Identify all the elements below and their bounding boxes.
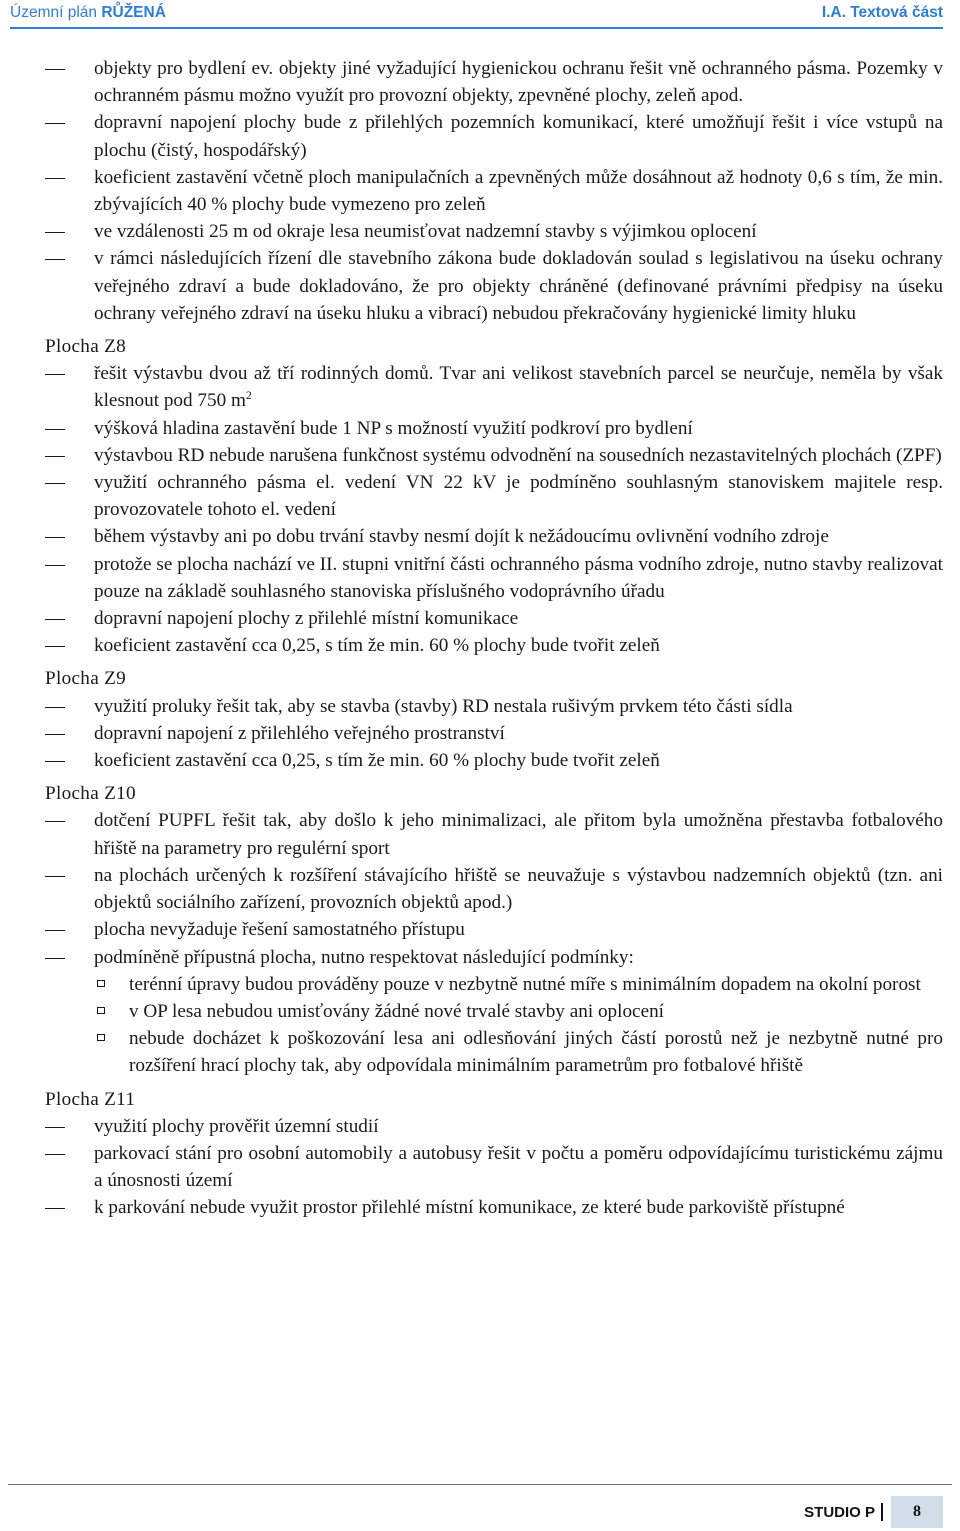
studio-name: STUDIO P [804, 1503, 875, 1521]
list-item [45, 551, 943, 605]
footer-rule [8, 1484, 952, 1485]
item-text: dopravní napojení plochy bude z přilehlých pozemních komunikací, které umožňují řešit i více vstupů na plochu (čistý, hospodářský) [94, 112, 943, 161]
document-title [10, 4, 166, 22]
superscript: 2 [245, 388, 252, 403]
item-text: podmíněně přípustná plocha, nutno respektovat následující podmínky: [94, 946, 634, 968]
section-heading-z8: Plocha Z8 [45, 336, 127, 358]
square-bullet-icon [97, 1007, 105, 1014]
item-text: protože se plocha nachází ve II. stupni vnitřní části ochranného pásma vodního zdroje, nutno stavby realizovat pouze na základě souhlasného stanoviska příslušného vodoprávního úřadu [94, 553, 943, 602]
item-text: koeficient zastavění cca 0,25, s tím že min. 60 % plochy bude tvořit zeleň [94, 750, 660, 772]
section-heading-z11: Plocha Z11 [45, 1088, 136, 1110]
list-item [45, 862, 943, 916]
item-text: v OP lesa nebudou umisťovány žádné nové trvalé stavby ani oplocení [129, 1000, 665, 1022]
item-text: plocha nevyžaduje řešení samostatného přístupu [94, 919, 465, 941]
title-prefix: Územní plán [10, 4, 102, 21]
square-bullet-icon [97, 1034, 105, 1041]
footer-divider [881, 1503, 883, 1521]
list-item [45, 109, 943, 163]
item-text: dopravní napojení plochy z přilehlé místní komunikace [94, 608, 519, 630]
item-text: dotčení PUPFL řešit tak, aby došlo k jeho minimalizaci, ale přitom byla umožněna přestavba fotbalového hřiště na parametry pro regulérní sport [94, 810, 943, 859]
list-item [45, 693, 943, 720]
page-footer [804, 1496, 943, 1528]
list-item [45, 807, 943, 861]
sub-list-item [45, 971, 943, 998]
item-text: využití ochranného pásma el. vedení VN 22 kV je podmíněno souhlasným stanoviskem majitele resp. provozovatele tohoto el. vedení [94, 472, 943, 521]
item-text: k parkování nebude využit prostor přilehlé místní komunikace, ze které bude parkoviště přístupné [94, 1197, 845, 1219]
item-text: parkovací stání pro osobní automobily a autobusy řešit v počtu a poměru odpovídajícímu turistickému zájmu a únosnosti území [94, 1142, 943, 1192]
item-text: dopravní napojení z přilehlého veřejného prostranství [94, 722, 505, 744]
list-item [45, 164, 943, 218]
page-header [0, 0, 960, 30]
list-item [45, 747, 943, 774]
list-item [45, 218, 943, 245]
list-item [45, 1113, 943, 1140]
item-text: ve vzdálenosti 25 m od okraje lesa neumisťovat nadzemní stavby s výjimkou oplocení [94, 221, 757, 243]
list-item [45, 415, 943, 442]
title-name: RŮŽENÁ [101, 4, 166, 21]
list-item [45, 632, 943, 659]
item-text: řešit výstavbu dvou až tří rodinných domů. Tvar ani velikost stavebních parcel se neurčuje, neměla by však klesnout pod 750 m [94, 363, 943, 412]
list-item [45, 916, 943, 943]
item-text: využití plochy prověřit územní studií [94, 1115, 379, 1137]
item-text: na plochách určených k rozšíření stávajícího hřiště se neuvažuje s výstavbou nadzemních objektů (tzn. ani objektů sociálního zařízení, provozních objektů apod.) [94, 864, 943, 914]
list-item [45, 1140, 943, 1194]
section-heading-z10: Plocha Z10 [45, 783, 136, 805]
item-text: objekty pro bydlení ev. objekty jiné vyžadující hygienickou ochranu řešit vně ochranného pásma. Pozemky v ochranném pásmu možno využít pro provozní objekty, zpevněné plochy, zeleň apod. [94, 58, 943, 107]
page-number: 8 [891, 1496, 943, 1528]
list-item [45, 1194, 943, 1221]
item-text: výstavbou RD nebude narušena funkčnost systému odvodnění na sousedních nezastavitelných plochách (ZPF) [94, 444, 942, 466]
list-item [45, 605, 943, 632]
item-text: využití proluky řešit tak, aby se stavba (stavby) RD nestala rušivým prvkem této části sídla [94, 695, 793, 717]
item-text: nebude docházet k poškozování lesa ani odlesňování jiných částí porostů než je nezbytně nutné pro rozšíření hrací plochy tak, aby odpovídala minimálním parametrům pro fotbalové hřiště [129, 1028, 943, 1077]
item-text: v rámci následujících řízení dle stavebního zákona bude dokladován soulad s legislativou na úseku ochrany veřejného zdraví a bude dokladováno, že pro objekty chráněné (definované právními předpisy na úseku ochrany veřejného zdraví na úseku hluku a vibrací) nebudou překračovány hygienické limity hluku [94, 248, 943, 324]
header-rule [10, 27, 943, 29]
list-item [45, 523, 943, 550]
list-item [45, 245, 943, 327]
list-item [45, 469, 943, 523]
sub-list-item [45, 1025, 943, 1079]
item-text: terénní úpravy budou prováděny pouze v nezbytně nutné míře s minimálním dopadem na okolní porost [129, 973, 921, 995]
section-heading-z9: Plocha Z9 [45, 668, 127, 690]
list-item [45, 442, 943, 469]
item-text: koeficient zastavění cca 0,25, s tím že min. 60 % plochy bude tvořit zeleň [94, 635, 660, 657]
item-text: koeficient zastavění včetně ploch manipulačních a zpevněných může dosáhnout až hodnoty 0,6 s tím, že min. zbývajících 40 % plochy bude vymezeno pro zeleň [94, 166, 943, 216]
item-text: výšková hladina zastavění bude 1 NP s možností využití podkroví pro bydlení [94, 417, 693, 439]
list-item [45, 944, 943, 971]
square-bullet-icon [97, 980, 105, 987]
item-text: během výstavby ani po dobu trvání stavby nesmí dojít k nežádoucímu ovlivnění vodního zdroje [94, 526, 829, 548]
list-item [45, 720, 943, 747]
text-body [45, 55, 943, 1222]
section-title: I.A. Textová část [821, 4, 943, 21]
list-item [45, 360, 943, 414]
sub-list-item [45, 998, 943, 1025]
list-item [45, 55, 943, 109]
